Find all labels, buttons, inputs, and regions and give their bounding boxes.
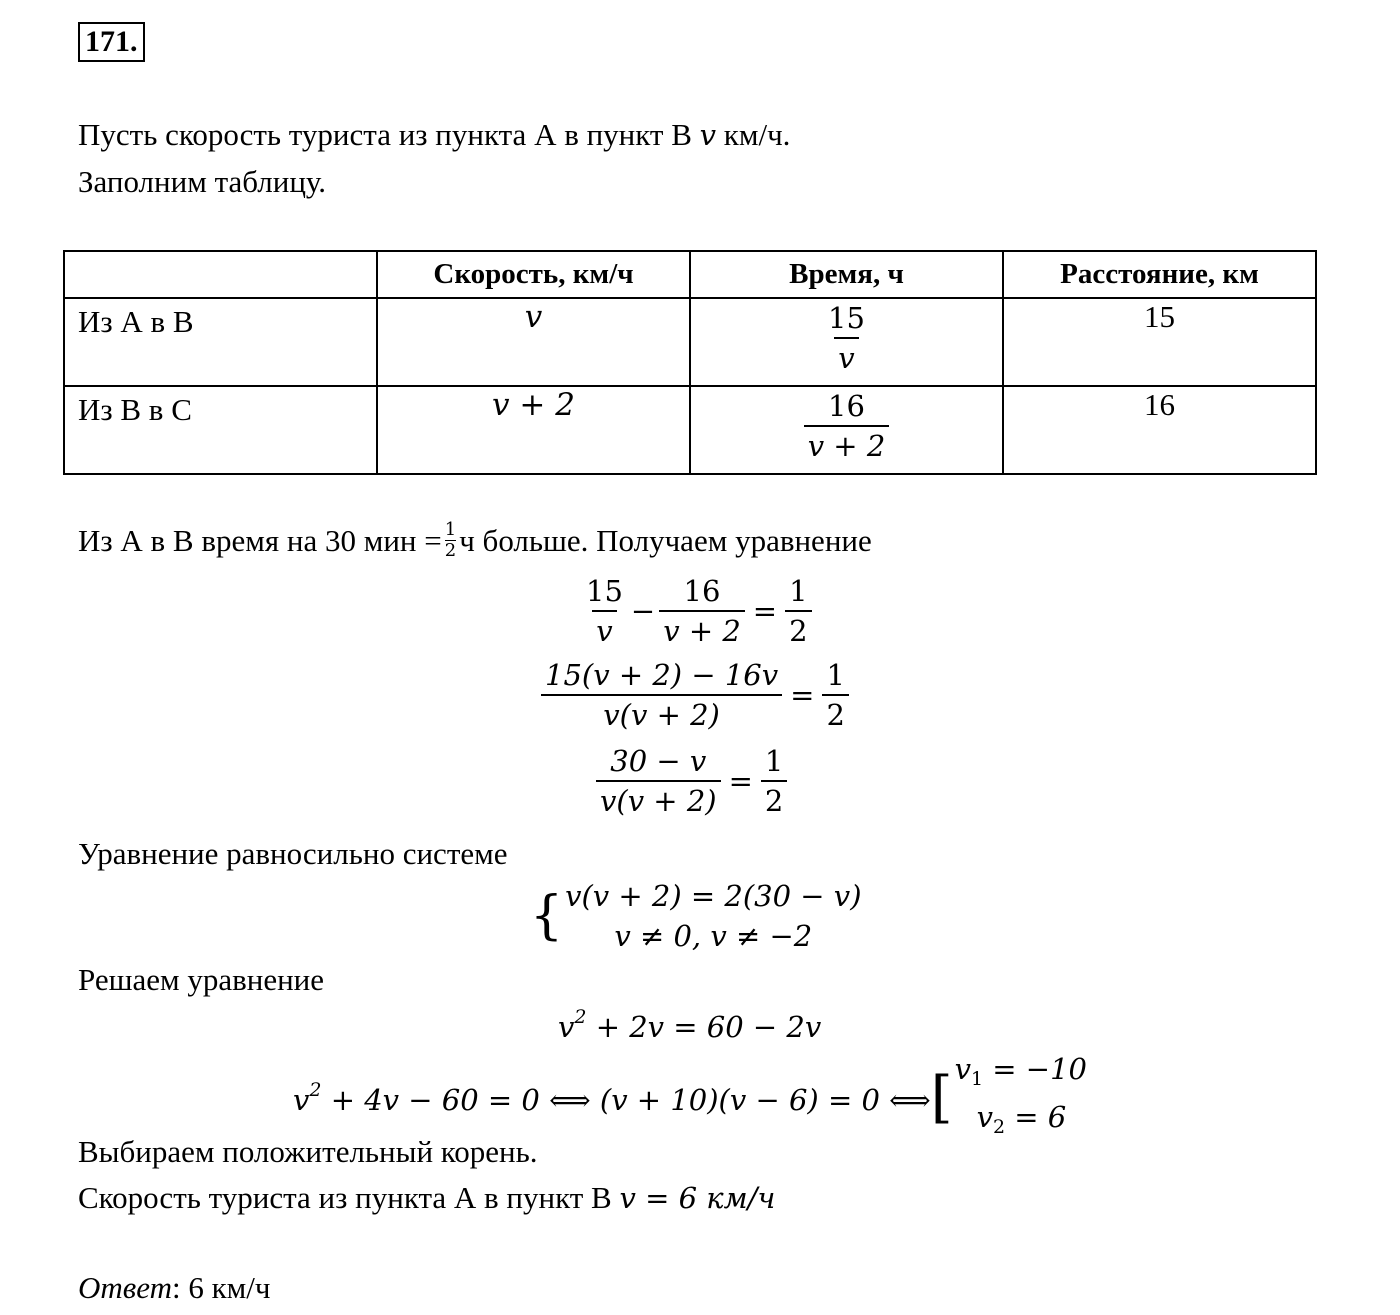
table-header-empty	[64, 251, 377, 298]
fraction: $\frac{1}{2}$	[822, 656, 848, 734]
row-distance: 16	[1003, 386, 1316, 474]
result-text: Скорость туриста из пункта А в пункт В	[78, 1180, 620, 1215]
solve-line-1: $v^2 + 2v = 60 - 2v$	[558, 1006, 822, 1044]
table-row	[64, 386, 1316, 474]
fraction-numerator: 16	[828, 389, 865, 423]
row-time	[690, 386, 1003, 474]
row-speed: v	[377, 298, 690, 386]
equation-1	[582, 572, 812, 650]
system-intro: Уравнение равносильно системе	[78, 836, 508, 871]
system-brace: {	[530, 886, 564, 946]
system-line-2: v ≠ 0, v ≠ −2	[614, 919, 813, 953]
time-fraction	[804, 387, 890, 465]
roots-bracket: [	[930, 1065, 953, 1130]
equals-sign: =	[752, 594, 778, 628]
table-header-distance: Расстояние, км	[1003, 251, 1316, 298]
choose-root: Выбираем положительный корень.	[78, 1134, 538, 1169]
intro-unit: км/ч.	[716, 117, 791, 152]
intro-line-2: Заполним таблицу.	[78, 164, 327, 199]
row-label: Из В в С	[64, 386, 377, 474]
answer-label: Ответ	[78, 1270, 172, 1305]
equation-system	[530, 876, 862, 956]
system-line-1: v(v + 2) = 2(30 − v)	[565, 879, 862, 913]
condition-text: Из А в В время на 30 мин =	[78, 522, 442, 558]
answer-value: 6 км/ч	[180, 1270, 271, 1305]
fraction-denominator: v	[834, 337, 858, 377]
fraction: $\frac{16}{v + 2}$	[659, 572, 745, 650]
result-value: v = 6 км/ч	[619, 1181, 776, 1215]
fraction-numerator: 15	[828, 301, 865, 335]
intro-text: Пусть скорость туриста из пункта А в пункт В	[78, 117, 700, 152]
fraction: $\frac{30 - v}{v(v + 2)}$	[596, 742, 721, 820]
fraction-numerator: 1	[444, 519, 457, 540]
equals-sign: =	[790, 678, 815, 712]
fraction-denominator: v + 2	[804, 425, 890, 465]
intro-line-1	[78, 117, 790, 153]
problem-number: 171.	[78, 22, 145, 62]
intro-variable: v	[699, 118, 717, 152]
equals-sign: =	[728, 764, 753, 798]
minus-sign: −	[630, 594, 656, 628]
data-table	[63, 250, 1317, 475]
fraction: $\frac{15}{v}$	[586, 574, 623, 648]
answer-line	[78, 1270, 270, 1306]
row-speed: v + 2	[377, 386, 690, 474]
row-label: Из А в В	[64, 298, 377, 386]
row-time	[690, 298, 1003, 386]
result-line	[78, 1180, 775, 1216]
table-header-speed: Скорость, км/ч	[377, 251, 690, 298]
answer-colon: :	[171, 1270, 181, 1305]
condition-text-after: ч больше. Получаем уравнение	[459, 522, 872, 558]
half-fraction	[445, 520, 456, 561]
fraction: $\frac{1}{2}$	[761, 742, 787, 820]
equation-3	[596, 742, 787, 820]
fraction: $\frac{1}{2}$	[785, 572, 811, 650]
time-fraction	[824, 299, 869, 377]
solve-line-2: $v^2 + 4v - 60 = 0$ ⟺ (v + 10)(v − 6) = 0 ⟺ [ $v_1 = -10$ $v_2 = 6$	[293, 1050, 1087, 1146]
root-1: $v_1 = -10$	[954, 1052, 1087, 1090]
table-header-row	[64, 251, 1316, 298]
equation-2	[541, 656, 849, 734]
condition-line	[78, 520, 872, 561]
table-row	[64, 298, 1316, 386]
fraction: $\frac{15(v + 2) - 16v}{v(v + 2)}$	[541, 656, 782, 734]
row-distance: 15	[1003, 298, 1316, 386]
fraction-denominator: 2	[444, 540, 457, 561]
solve-intro: Решаем уравнение	[78, 962, 325, 997]
system-lines	[565, 876, 861, 956]
table-header-time: Время, ч	[690, 251, 1003, 298]
root-2: $v_2 = 6$	[976, 1100, 1067, 1138]
roots	[955, 1050, 1087, 1146]
